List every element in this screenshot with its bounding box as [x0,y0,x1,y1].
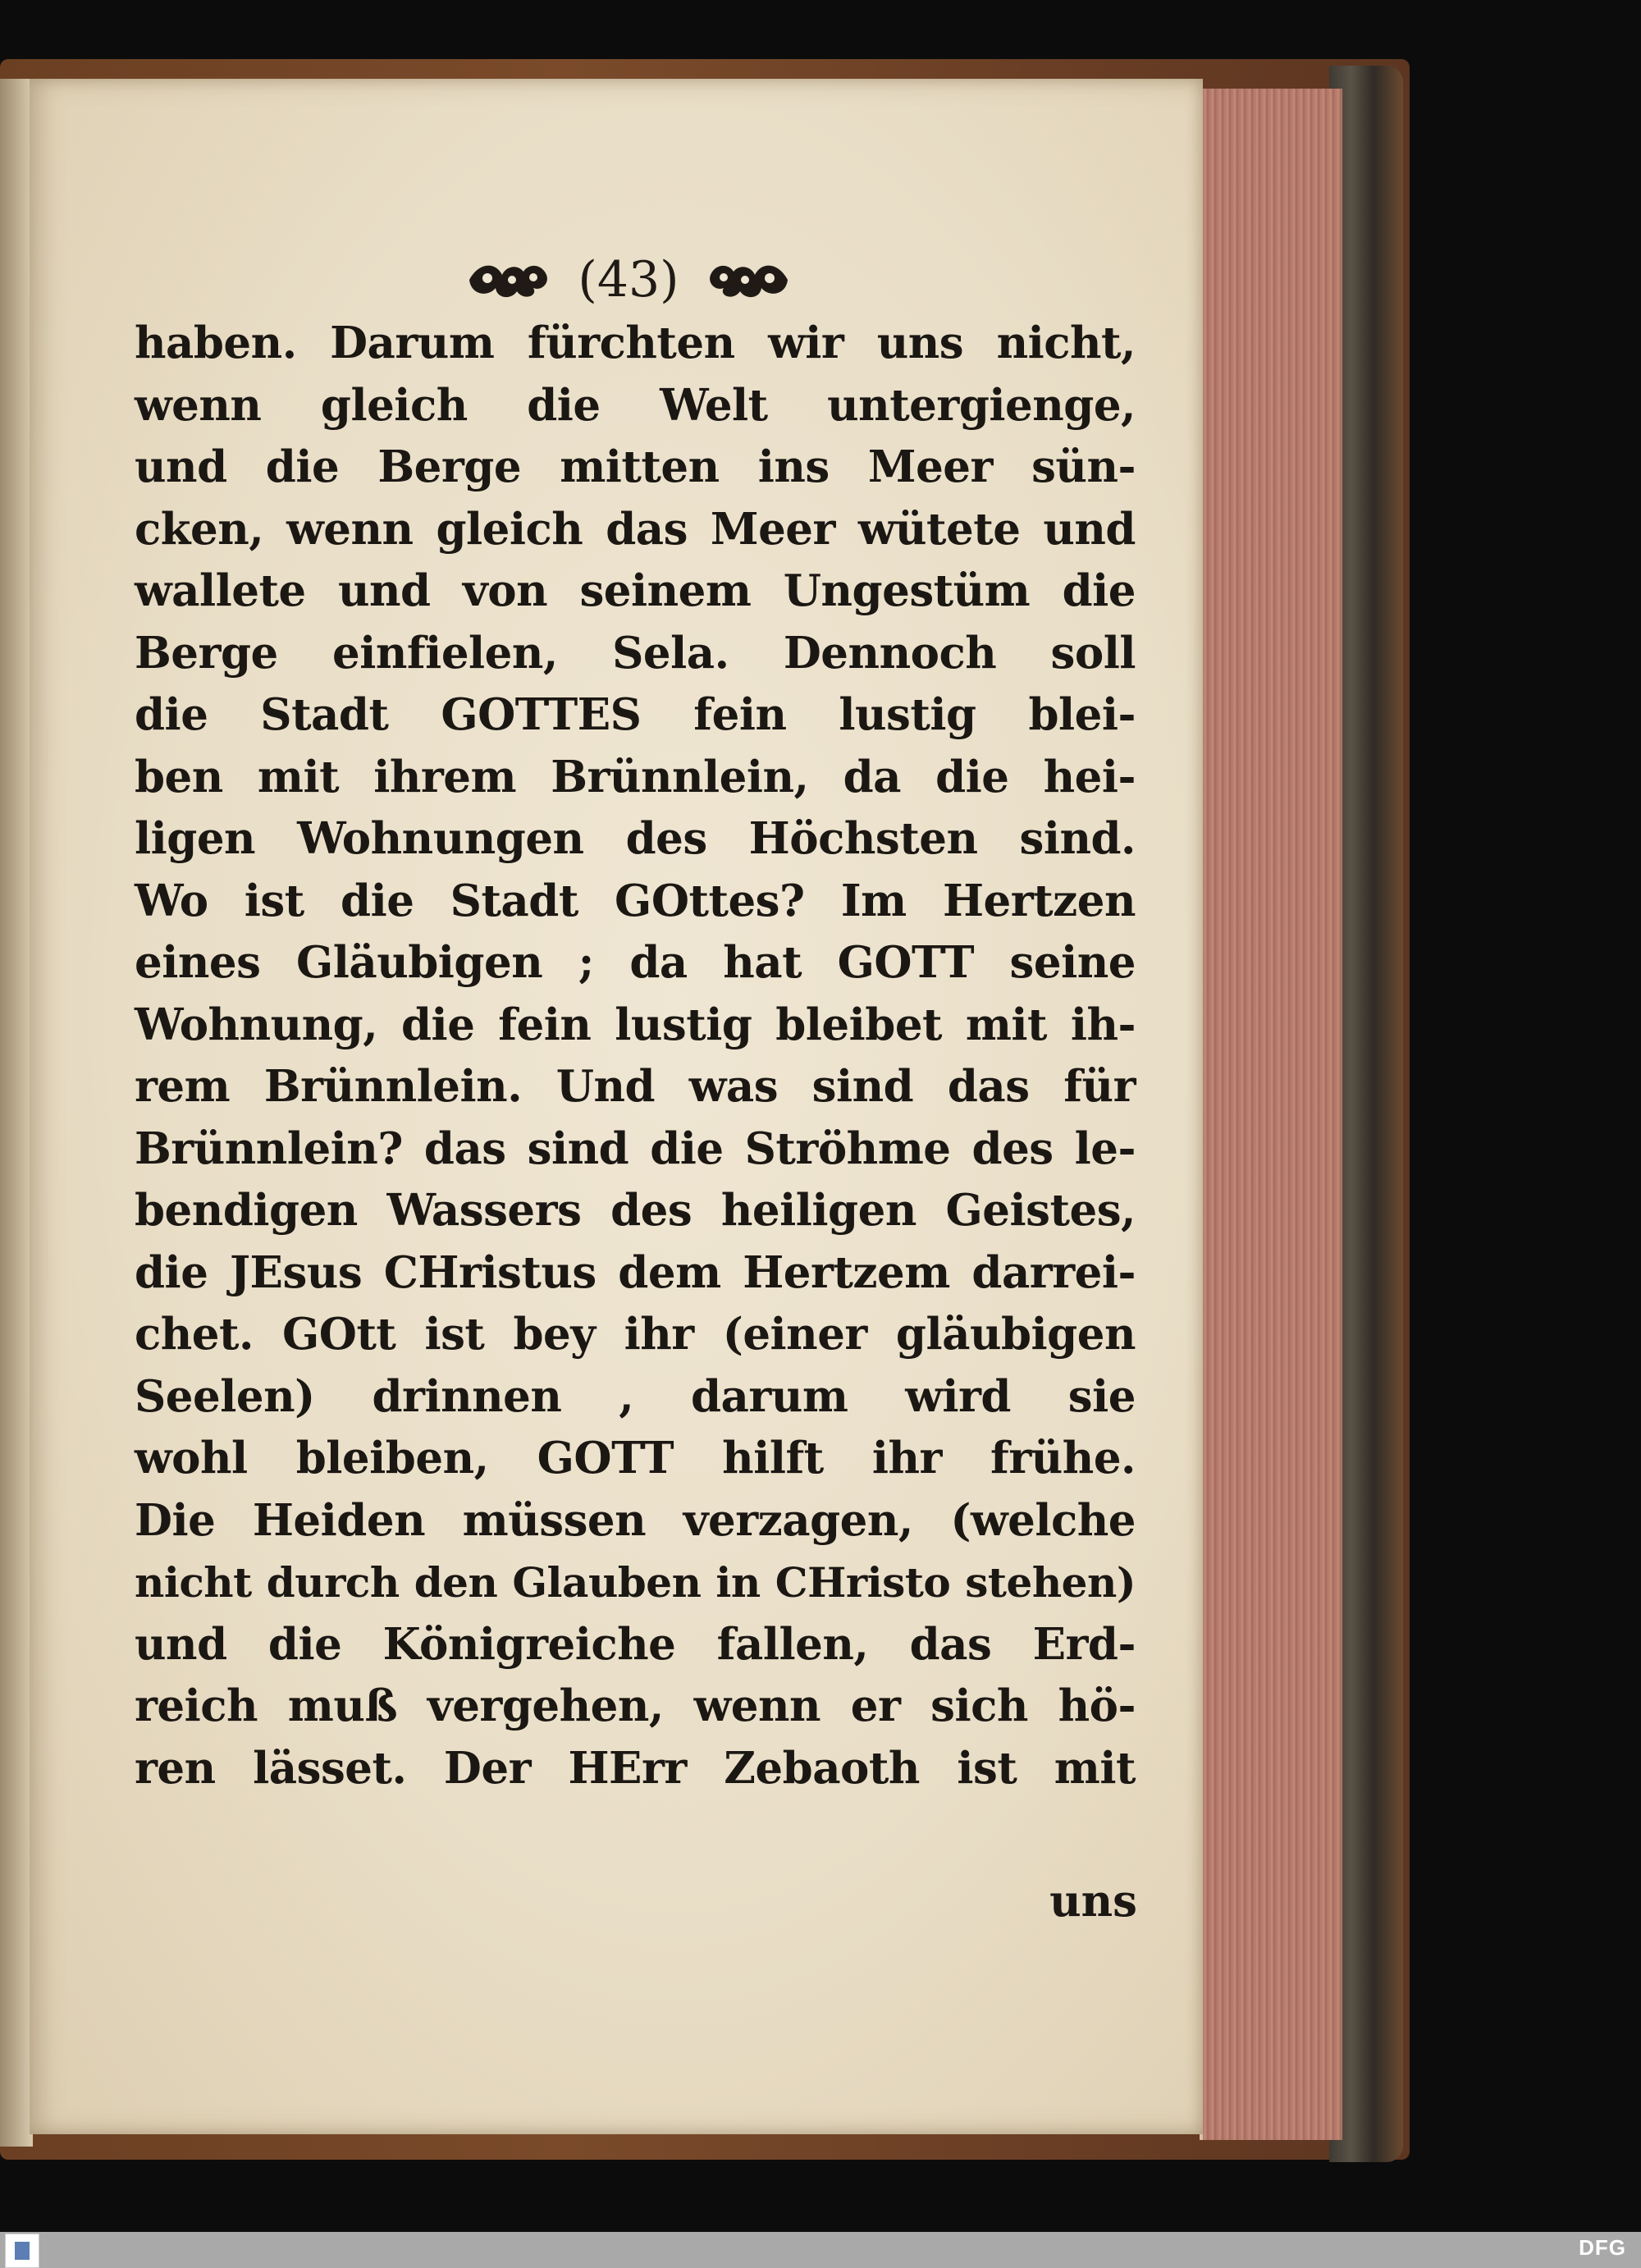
text-line: rem Brünnlein. Und was sind das für [135,1061,1136,1112]
text-line: cken, wenn gleich das Meer wütete und [135,503,1136,555]
page-header [440,243,817,317]
catchword: uns [1049,1876,1137,1927]
text-line: wohl bleiben, GOTT hilft ihr frühe. [135,1433,1136,1484]
floral-ornament-icon [463,255,553,304]
text-line: haben. Darum fürchten wir uns nicht, [135,318,1136,368]
book-page [30,79,1203,2134]
text-line: und die Berge mitten ins Meer sün- [135,441,1136,492]
text-line: nicht durch den Glauben in CHristo stehen) [135,1558,1136,1607]
floral-ornament-icon [704,255,794,304]
text-line: ben mit ihrem Brünnlein, da die hei- [135,751,1136,802]
text-line: ligen Wohnungen des Höchsten sind. [135,813,1136,864]
text-line: wenn gleich die Welt untergienge, [135,379,1136,431]
text-line: Brünnlein? das sind die Ströhme des le- [135,1123,1136,1174]
text-line: die Stadt GOTTES fein lustig blei- [135,689,1136,740]
text-line: Die Heiden müssen verzagen, (welche [135,1494,1136,1546]
facing-page-edge [0,79,33,2147]
text-line: die JEsus CHristus dem Hertzem darrei- [135,1246,1136,1298]
text-line: eines Gläubigen ; da hat GOTT seine [135,937,1136,988]
text-line: Wo ist die Stadt GOttes? Im Hertzen [135,875,1136,926]
text-line: und die Königreiche fallen, das Erd- [135,1618,1136,1670]
dfg-logo: DFG [1579,2235,1626,2260]
text-line: Berge einfielen, Sela. Dennoch soll [135,627,1136,679]
page-body-text [135,313,1136,1799]
library-logo-icon [5,2234,39,2268]
text-line: Wohnung, die fein lustig bleibet mit ih- [135,999,1136,1050]
text-line: wallete und von seinem Ungestüm die [135,565,1136,616]
page-edges [1200,89,1342,2140]
page-number: (43) [578,251,679,309]
text-line: reich muß vergehen, wenn er sich hö- [135,1680,1136,1731]
text-line: Seelen) drinnen , darum wird sie [135,1370,1136,1422]
text-line: ren lässet. Der HErr Zebaoth ist mit [135,1742,1136,1794]
text-line: bendigen Wassers des heiligen Geistes, [135,1185,1136,1236]
viewer-footer-bar [0,2232,1641,2268]
text-line: chet. GOtt ist bey ihr (einer gläubigen [135,1309,1136,1360]
